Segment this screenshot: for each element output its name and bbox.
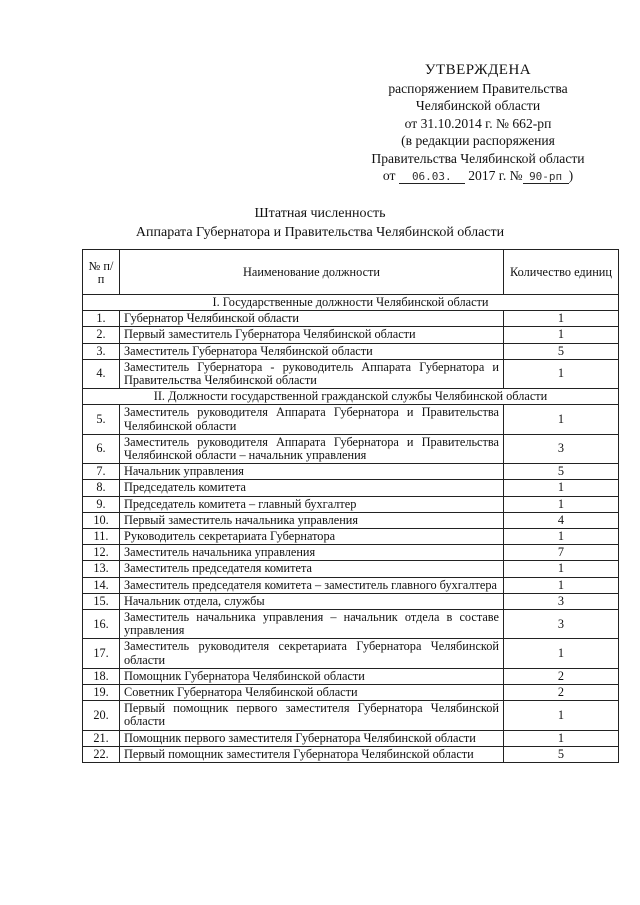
table-row — [83, 593, 619, 609]
position-quantity: 2 — [504, 668, 619, 684]
row-number: 19. — [83, 685, 120, 701]
approval-line-6 — [330, 167, 626, 185]
row-number: 22. — [83, 746, 120, 762]
header-quantity: Количество единиц — [504, 250, 619, 295]
table-row — [83, 545, 619, 561]
position-name: Заместитель руководителя секретариата Губернатора Челябинской области — [120, 639, 504, 668]
approval-heading: УТВЕРЖДЕНА — [424, 62, 532, 78]
position-name: Начальник отдела, службы — [120, 593, 504, 609]
row-number: 4. — [83, 359, 120, 388]
table-row — [83, 561, 619, 577]
position-quantity: 3 — [504, 610, 619, 639]
position-quantity: 1 — [504, 730, 619, 746]
approval-line-1: распоряжением Правительства — [388, 80, 568, 96]
table-row — [83, 434, 619, 463]
table-row — [83, 610, 619, 639]
table-row — [83, 512, 619, 528]
position-name: Начальник управления — [120, 464, 504, 480]
position-name: Первый заместитель начальника управления — [120, 512, 504, 528]
position-quantity: 2 — [504, 685, 619, 701]
row-number: 14. — [83, 577, 120, 593]
position-name: Заместитель Губернатора Челябинской области — [120, 343, 504, 359]
row-number: 7. — [83, 464, 120, 480]
document-title-line-1: Штатная численность — [254, 206, 386, 221]
table-row — [83, 668, 619, 684]
position-name: Первый помощник первого заместителя Губернатора Челябинской области — [120, 701, 504, 730]
header-number: № п/п — [83, 250, 120, 295]
position-name: Помощник Губернатора Челябинской области — [120, 668, 504, 684]
position-quantity: 7 — [504, 545, 619, 561]
row-number: 13. — [83, 561, 120, 577]
approval-closing-paren: ) — [568, 168, 574, 183]
row-number: 8. — [83, 480, 120, 496]
position-quantity: 1 — [504, 311, 619, 327]
row-number: 10. — [83, 512, 120, 528]
approval-stamp — [330, 62, 626, 185]
table-row — [83, 464, 619, 480]
position-quantity: 1 — [504, 496, 619, 512]
position-quantity: 3 — [504, 434, 619, 463]
approval-date-prefix: от — [382, 168, 396, 183]
position-quantity: 1 — [504, 480, 619, 496]
table-header-row — [83, 250, 619, 295]
position-name: Первый заместитель Губернатора Челябинской области — [120, 327, 504, 343]
row-number: 3. — [83, 343, 120, 359]
position-name: Помощник первого заместителя Губернатора Челябинской области — [120, 730, 504, 746]
row-number: 11. — [83, 529, 120, 545]
table-row — [83, 359, 619, 388]
position-quantity: 5 — [504, 343, 619, 359]
section-row — [83, 389, 619, 405]
position-quantity: 1 — [504, 561, 619, 577]
row-number: 20. — [83, 701, 120, 730]
position-name: Заместитель начальника управления — [120, 545, 504, 561]
table-row — [83, 311, 619, 327]
row-number: 18. — [83, 668, 120, 684]
row-number: 12. — [83, 545, 120, 561]
position-name: Заместитель председателя комитета – заместитель главного бухгалтера — [120, 577, 504, 593]
section-title: II. Должности государственной гражданской службы Челябинской области — [83, 389, 619, 405]
table-row — [83, 577, 619, 593]
position-quantity: 1 — [504, 359, 619, 388]
position-quantity: 4 — [504, 512, 619, 528]
table-row — [83, 639, 619, 668]
approval-date-field: 06.03. — [399, 170, 465, 184]
table-row — [83, 480, 619, 496]
position-quantity: 5 — [504, 746, 619, 762]
position-name: Руководитель секретариата Губернатора — [120, 529, 504, 545]
table-row — [83, 496, 619, 512]
position-quantity: 1 — [504, 327, 619, 343]
table-row — [83, 685, 619, 701]
position-name: Заместитель руководителя Аппарата Губернатора и Правительства Челябинской области – начальник управления — [120, 434, 504, 463]
table-row — [83, 327, 619, 343]
position-name: Заместитель начальника управления – начальник отдела в составе управления — [120, 610, 504, 639]
position-quantity: 1 — [504, 701, 619, 730]
header-position: Наименование должности — [120, 250, 504, 295]
approval-number-field: 90-рп — [523, 170, 569, 184]
position-quantity: 1 — [504, 639, 619, 668]
row-number: 9. — [83, 496, 120, 512]
position-quantity: 5 — [504, 464, 619, 480]
position-name: Председатель комитета – главный бухгалтер — [120, 496, 504, 512]
row-number: 21. — [83, 730, 120, 746]
row-number: 17. — [83, 639, 120, 668]
table-row — [83, 701, 619, 730]
staff-table — [82, 249, 619, 763]
table-row — [83, 730, 619, 746]
position-quantity: 1 — [504, 529, 619, 545]
row-number: 16. — [83, 610, 120, 639]
row-number: 1. — [83, 311, 120, 327]
table-row — [83, 343, 619, 359]
approval-line-5: Правительства Челябинской области — [371, 150, 585, 166]
approval-line-3: от 31.10.2014 г. № 662-рп — [404, 115, 552, 131]
row-number: 2. — [83, 327, 120, 343]
approval-line-2: Челябинской области — [415, 98, 541, 113]
position-name: Председатель комитета — [120, 480, 504, 496]
position-name: Заместитель руководителя Аппарата Губернатора и Правительства Челябинской области — [120, 405, 504, 434]
position-quantity: 3 — [504, 593, 619, 609]
row-number: 15. — [83, 593, 120, 609]
table-row — [83, 746, 619, 762]
position-name: Первый помощник заместителя Губернатора Челябинской области — [120, 746, 504, 762]
row-number: 6. — [83, 434, 120, 463]
row-number: 5. — [83, 405, 120, 434]
position-name: Советник Губернатора Челябинской области — [120, 685, 504, 701]
position-quantity: 1 — [504, 577, 619, 593]
position-name: Заместитель председателя комитета — [120, 561, 504, 577]
approval-year-label: 2017 г. № — [468, 168, 523, 183]
section-title: I. Государственные должности Челябинской области — [83, 295, 619, 311]
table-body — [83, 295, 619, 763]
position-name: Заместитель Губернатора - руководитель Аппарата Губернатора и Правительства Челябинской области — [120, 359, 504, 388]
table-row — [83, 529, 619, 545]
section-row — [83, 295, 619, 311]
position-quantity: 1 — [504, 405, 619, 434]
document-title — [0, 204, 640, 242]
approval-line-4: (в редакции распоряжения — [401, 133, 555, 148]
document-title-line-2: Аппарата Губернатора и Правительства Челябинской области — [135, 225, 505, 240]
position-name: Губернатор Челябинской области — [120, 311, 504, 327]
table-row — [83, 405, 619, 434]
